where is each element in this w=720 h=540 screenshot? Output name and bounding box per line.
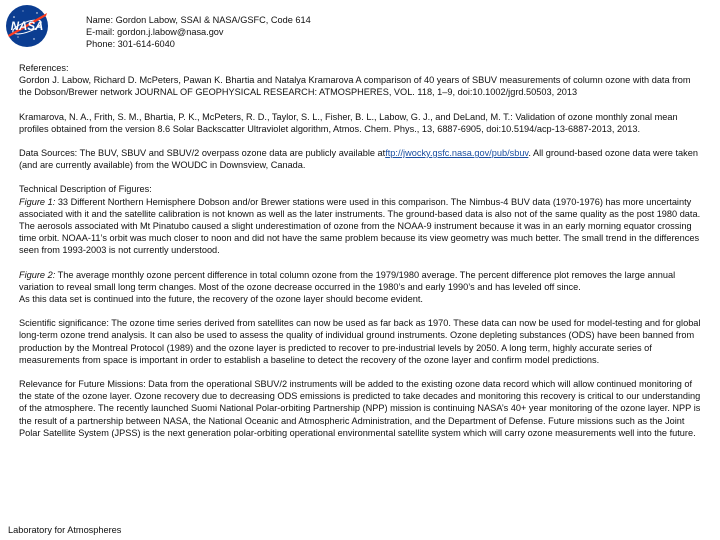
figure-2-text: The average monthly ozone percent difference in total column ozone from the 1979/1980 average. The percent difference plot removes the large annual variation to reveal small long term changes. Most of the ozone decrease occurred in the 1980’s and early 1990’s and has leveled off since. — [19, 269, 676, 292]
figure-1-text: 33 Different Northern Hemisphere Dobson and/or Brewer stations were used in this comparison. The Nimbus-4 BUV data (1970-1976) has more uncertainty associated with it and the satellite calibration is not known as well as the later instruments. The ground-based data is also not of the same quality as the post 1980 data. The aerosols associated with Mt Pinatubo caused a slight underestimation of ozone from the NOAA-9 instrument because it was in an early morning equator crossing time orbit. NOAA-11’s orbit was much closer to noon and did not have the same problem because its view geometry was much better. The small trend in the differences seen from 1993-2003 is not currently understood. — [19, 196, 701, 256]
references-section — [19, 62, 704, 99]
contact-email: E-mail: gordon.j.labow@nasa.gov — [86, 27, 224, 38]
main-content — [19, 62, 704, 451]
data-sources-section — [19, 147, 704, 171]
figure-2-label: Figure 2: — [19, 269, 56, 280]
contact-block — [86, 14, 386, 51]
scientific-significance-section — [19, 317, 704, 366]
nasa-logo-text: NASA — [10, 21, 44, 33]
contact-phone: Phone: 301-614-6040 — [86, 39, 175, 50]
figure-1-label: Figure 1: — [19, 196, 56, 207]
nasa-logo — [4, 3, 50, 49]
technical-heading: Technical Description of Figures: — [19, 184, 152, 195]
data-sources-link[interactable]: ftp://jwocky.gsfc.nasa.gov/pub/sbuv — [385, 148, 529, 159]
technical-section — [19, 183, 704, 256]
figure-2-line-2: As this data set is continued into the future, the recovery of the ozone layer should become evident. — [19, 294, 423, 305]
figure-2-section — [19, 269, 704, 306]
data-sources-text-after: . All ground-based ozone data were taken (and are currently available) from the WOUDC in Downsview, Canada. — [19, 148, 698, 171]
data-sources-text: Data Sources: The BUV, SBUV and SBUV/2 overpass ozone data are publicly available at — [19, 148, 386, 159]
relevance-text: Relevance for Future Missions: Data from the operational SBUV/2 instruments will be added to the existing ozone data record which will allow continued monitoring of the state of the ozone layer. Ozone recovery due to decreasing ODS emissions is predicted to take decades and monitoring this recovery is critical to our understanding of the atmosphere. The recently launched Suomi National Polar-orbiting Partnership (NPP) mission is continuing NASA’s 40+ year monitoring of the ozone layer. NPP is the result of a partnership between NASA, the National Oceanic and Atmospheric Administration, and the Department of Defense. Future missions such as the Joint Polar Satellite System (JPSS) is the next generation polar-orbiting operational environmental satellite system which will carry ozone measurements well into the future. — [19, 379, 701, 438]
reference-2: Kramarova, N. A., Frith, S. M., Bhartia, P. K., McPeters, R. D., Taylor, S. L., Fisher, B. L., Labow, G. J., and DeLand, M. T.: Validation of ozone monthly zonal mean profiles obtained from the version 8.6 Solar Backscatter Ultraviolet algorithm, Atmos. Chem. Phys., 13, 6887-6905, doi:10.5194/acp-13-6887-2013, 2013. — [19, 111, 678, 134]
contact-name: Name: Gordon Labow, SSAI & NASA/GSFC, Code 614 — [86, 15, 311, 25]
scientific-significance-text: Scientific significance: The ozone time series derived from satellites can now be used as far back as 1970. These data can now be used for model-testing and for global long-term ozone trend analysis. It can also be used to assess the quality of individual ground instruments. Ozone depleting substances (ODS) have been banned from production by the Montreal Protocol (1989) and the ozone layer is predicted to recover to pre-industrial levels by 2050. A long term, highly accurate series of measurements from space is important in order to establish a baseline to detect the recovery of the ozone layer and confirm model predictions. — [19, 318, 701, 365]
reference-2-section — [19, 111, 704, 135]
relevance-section — [19, 378, 704, 439]
reference-1: Gordon J. Labow, Richard D. McPeters, Pawan K. Bhartia and Natalya Kramarova A comparison of 40 years of SBUV measurements of column ozone with data from the Dobson/Brewer network JOURNAL OF GEOPHYSICAL RESEARCH: ATMOSPHERES, VOL. 118, 1–9, doi:10.1002/jgrd.50503, 2013 — [19, 75, 691, 98]
references-heading: References: — [19, 63, 69, 73]
footer-lab-name: Laboratory for Atmospheres — [8, 525, 122, 535]
